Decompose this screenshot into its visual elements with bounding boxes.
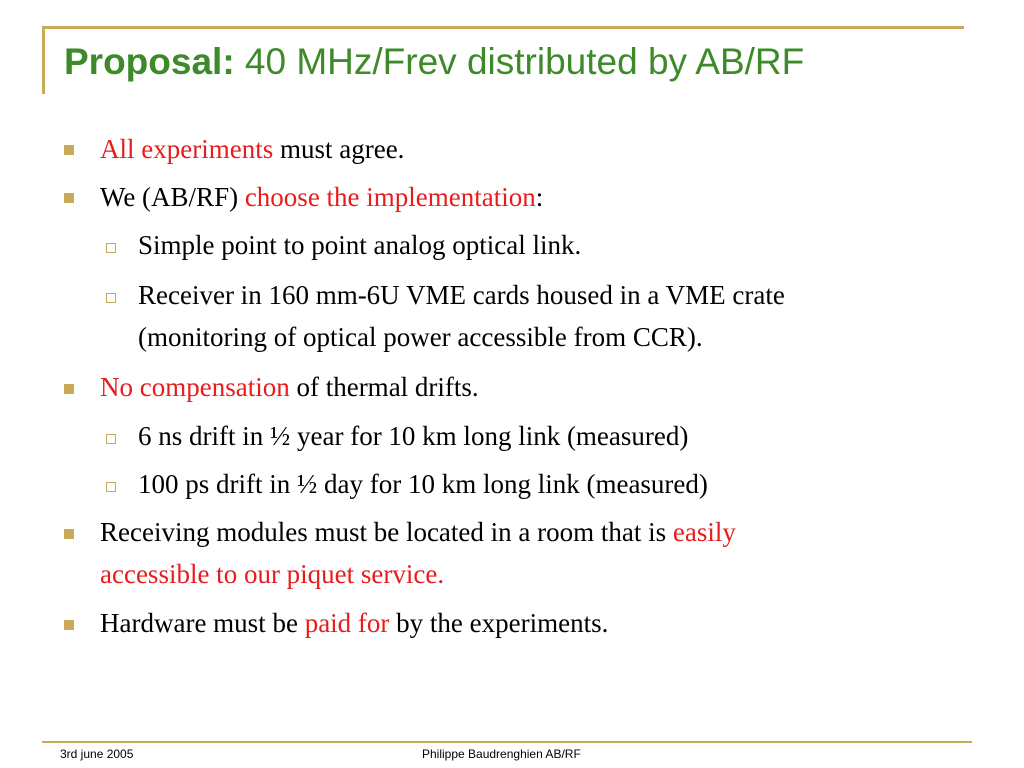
open-square-bullet-icon xyxy=(106,243,116,253)
bullet-text: We (AB/RF) xyxy=(100,182,245,212)
square-bullet-icon xyxy=(64,620,74,630)
open-square-bullet-icon xyxy=(106,434,116,444)
footer-rule xyxy=(42,741,972,743)
bullet-item xyxy=(100,128,980,170)
bullet-text: 6 ns drift in ½ year for 10 km long link (measured) xyxy=(138,421,689,451)
square-bullet-icon xyxy=(64,145,74,155)
bullet-item xyxy=(100,176,980,218)
bullet-item xyxy=(100,511,980,595)
sub-bullet-item xyxy=(138,415,978,457)
bullet-text: Hardware must be xyxy=(100,608,305,638)
sub-bullet-item xyxy=(138,274,978,358)
open-square-bullet-icon xyxy=(106,482,116,492)
footer-author: Philippe Baudrenghien AB/RF xyxy=(422,747,581,761)
bullet-text: 100 ps drift in ½ day for 10 km long link (measured) xyxy=(138,469,708,499)
highlight-text: No compensation xyxy=(100,372,290,402)
bullet-item xyxy=(100,602,980,644)
bullet-text: Receiver in 160 mm-6U VME cards housed in a VME crate xyxy=(138,280,785,310)
bullet-text: of thermal drifts. xyxy=(289,372,479,402)
bullet-text: (monitoring of optical power accessible from CCR). xyxy=(138,322,703,352)
title-strong: Proposal: xyxy=(64,41,235,82)
slide-title xyxy=(64,38,1004,86)
bullet-item xyxy=(100,366,980,408)
sub-bullet-item xyxy=(138,224,978,266)
bullet-text: must agree. xyxy=(273,134,405,164)
bullet-text: : xyxy=(535,182,544,212)
highlight-text: accessible to our piquet service. xyxy=(100,559,445,589)
bullet-text: Simple point to point analog optical link. xyxy=(138,230,582,260)
highlight-text: paid for xyxy=(304,608,390,638)
highlight-text: easily xyxy=(672,517,736,547)
highlight-text: choose the implementation xyxy=(244,182,536,212)
highlight-text: All experiments xyxy=(100,134,274,164)
open-square-bullet-icon xyxy=(106,293,116,303)
bullet-text: by the experiments. xyxy=(389,608,609,638)
footer-date: 3rd june 2005 xyxy=(60,747,134,761)
title-side-rule xyxy=(42,28,45,94)
sub-bullet-item xyxy=(138,463,978,505)
title-top-rule xyxy=(42,26,964,29)
bullet-text: Receiving modules must be located in a room that is xyxy=(100,517,673,547)
square-bullet-icon xyxy=(64,193,74,203)
square-bullet-icon xyxy=(64,529,74,539)
title-rest: 40 MHz/Frev distributed by AB/RF xyxy=(234,41,805,82)
square-bullet-icon xyxy=(64,384,74,394)
